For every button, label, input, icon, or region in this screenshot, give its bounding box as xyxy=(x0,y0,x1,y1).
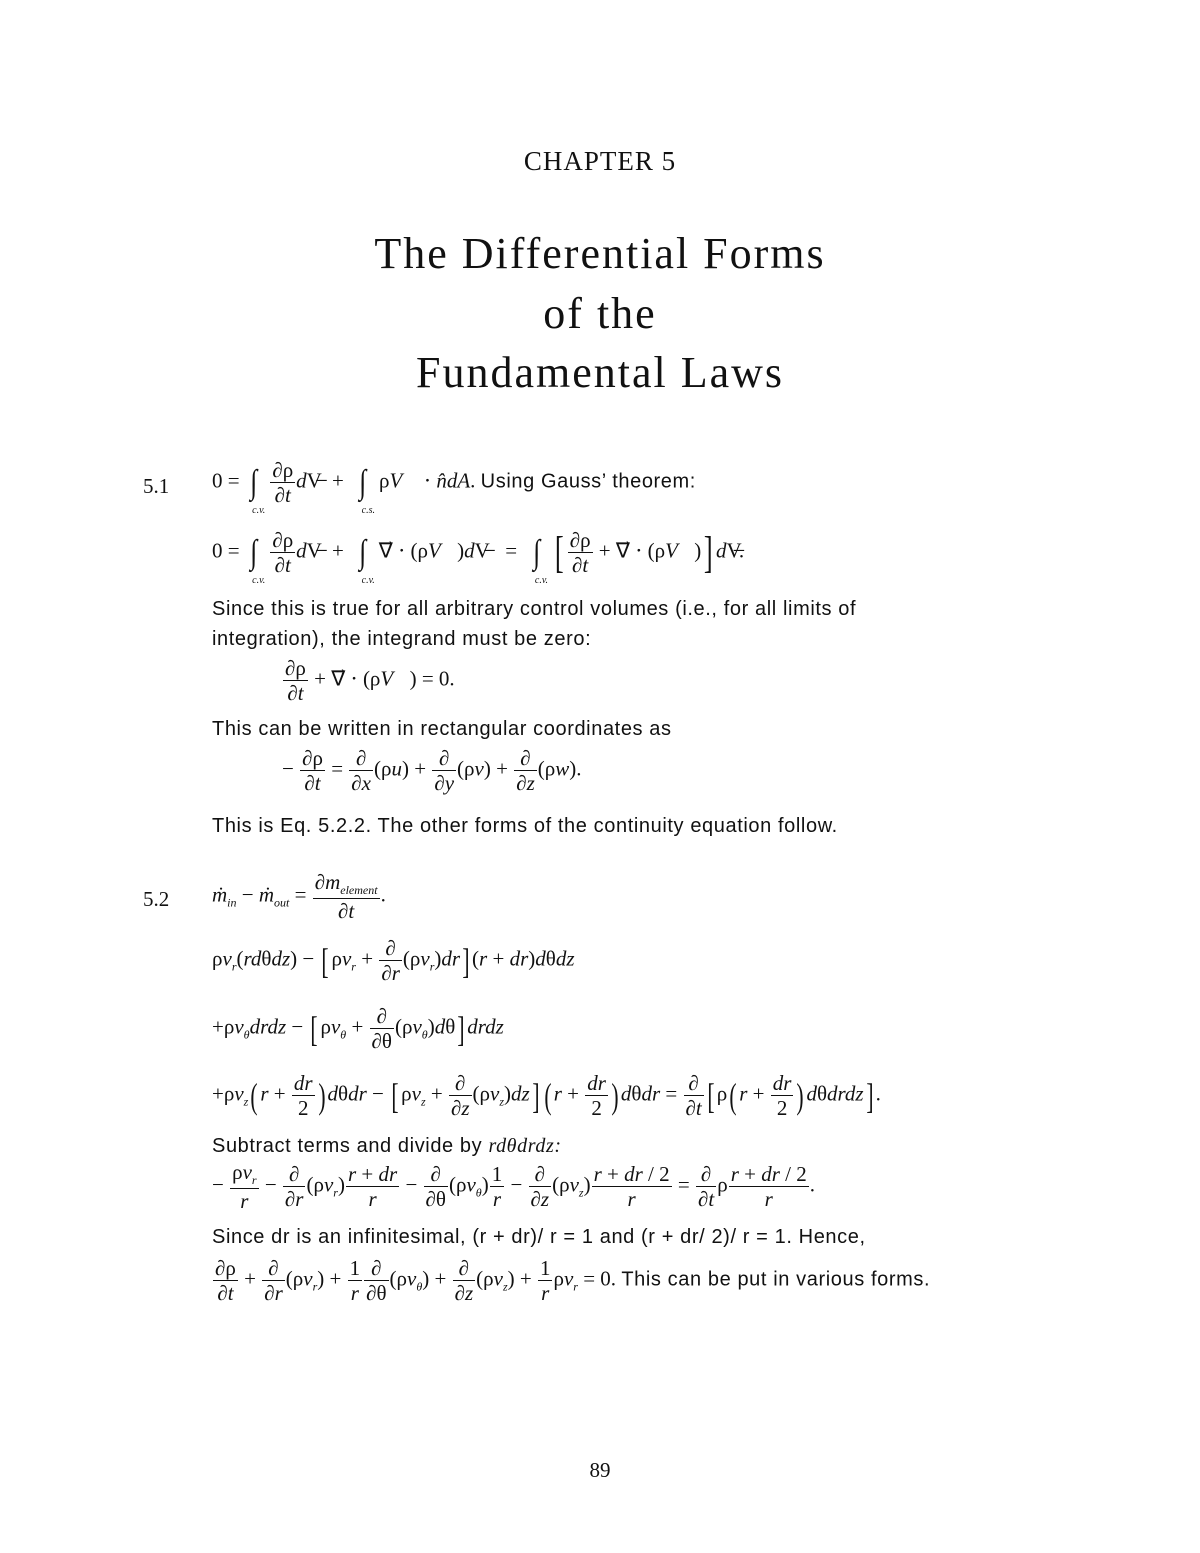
text-subtract-terms-label: Subtract terms and divide by xyxy=(212,1135,483,1157)
equation-5-1-integral-form: 0 = ∫c.v. $\frac{\partial\rho}{\partial t}$ dV̶ + ∫c.s.ρV⃗ ⋅ n̂dA. Using Gauss’ theorem: xyxy=(212,458,696,517)
text-integrand-zero: integration), the integrand must be zero: xyxy=(212,628,592,650)
gauss-theorem-text: Using Gauss’ theorem: xyxy=(480,470,696,493)
equation-5-2-mass-balance: ṁ$_{in}$ − ṁ$_{out}$ = $\frac{\partial m_{element}}{\partial t}$ . xyxy=(212,870,386,923)
chapter-heading: CHAPTER 5 xyxy=(523,146,677,176)
text-subtract-terms xyxy=(212,1135,562,1158)
equation-5-2-radial-terms: $\rho v_r(rd\theta dz)$ − [ $\rho v_r$ + $\frac{\partial}{\partial r}$ $(\rho v_r)dr$] (r + dr)dθdz xyxy=(212,936,575,986)
equation-5-2-theta-terms: $+\rho v_\theta drdz$ − [ $\rho v_\theta$ + $\frac{\partial}{\partial\theta}$ $(\rho v_\theta)d\theta$] drdz xyxy=(212,1004,504,1054)
text-subtract-terms-variable: rdθdrdz: xyxy=(488,1135,562,1157)
problem-number-5-2: 5.2 xyxy=(143,887,170,911)
text-since-arbitrary: Since this is true for all arbitrary control volumes (i.e., for all limits of xyxy=(212,598,857,620)
equation-5-2-cylindrical-continuity: $\frac{\partial\rho}{\partial t}$ + $\frac{\partial}{\partial r}$ $(\rho v_r)$ + $\frac{1}{r}$ $\frac{\partial}{\partial\theta}$ $(\rho v_\theta)$ + $\frac{\partial}{\partial z}$ $(\rho v_z)$ + $\frac{1}{r}$ $\rho v_r = 0$. This can be put in various forms. xyxy=(215,1256,931,1306)
equation-5-1-rectangular: − $\frac{\partial\rho}{\partial t}$ = $\frac{\partial}{\partial x}$ (ρu) + $\frac{\partial}{\partial y}$ (ρv) + $\frac{\partial}{\partial z}$ (ρw). xyxy=(282,746,582,796)
text-infinitesimal: Since dr is an infinitesimal, (r + dr)/ r = 1 and (r + dr/ 2)/ r = 1. Hence, xyxy=(212,1226,866,1248)
equation-5-1-divergence-form: 0 = ∫c.v. $\frac{\partial\rho}{\partial t}$ dV̶ + ∫c.v.∇⃗ ⋅ (ρV⃗)dV̶ = ∫c.v.[ $\frac{\partial\rho}{\partial t}$ + ∇⃗ ⋅ (ρV⃗)] dV̶. xyxy=(212,527,745,587)
equation-5-2-z-terms: $+\rho v_z$( r + $\frac{dr}{2}$ ) dθdr − [ $\rho v_z$ + $\frac{\partial}{\partial z}$ $(\rho v_z)dz$] ( r + $\frac{dr}{2}$ ) dθdr = $\frac{\partial}{\partial t}$ [ ρ( r + $\frac{dr}{2}$ ) dθdrdz] . xyxy=(212,1071,881,1121)
page-number: 89 xyxy=(589,1458,611,1482)
text-various-forms: This can be put in various forms. xyxy=(621,1268,931,1291)
equation-5-2-divided: − $\frac{\rho v_r}{r}$ − $\frac{\partial}{\partial r}$ $(\rho v_r)$ $\frac{r + dr}{r}$ − $\frac{\partial}{\partial\theta}$ $(\rho v_\theta)$ $\frac{1}{r}$ − $\frac{\partial}{\partial z}$ $(\rho v_z)$ $\frac{r + dr / 2}{r}$ = $\frac{\partial}{\partial t}$ ρ $\frac{r + dr / 2}{r}$ . xyxy=(212,1160,815,1213)
problem-number-5-1: 5.1 xyxy=(143,474,170,498)
text-rectangular-coordinates: This can be written in rectangular coordinates as xyxy=(212,718,672,740)
chapter-title-line-1: The Differential Forms xyxy=(374,229,826,278)
chapter-title-line-2: of the xyxy=(543,289,657,338)
chapter-title-line-3: Fundamental Laws xyxy=(415,348,785,397)
text-eq-5-2-2: This is Eq. 5.2.2. The other forms of the continuity equation follow. xyxy=(212,815,838,837)
equation-5-1-continuity: $\frac{\partial\rho}{\partial t}$ + ∇⃗ ⋅ (ρV⃗) = 0. xyxy=(285,656,455,706)
